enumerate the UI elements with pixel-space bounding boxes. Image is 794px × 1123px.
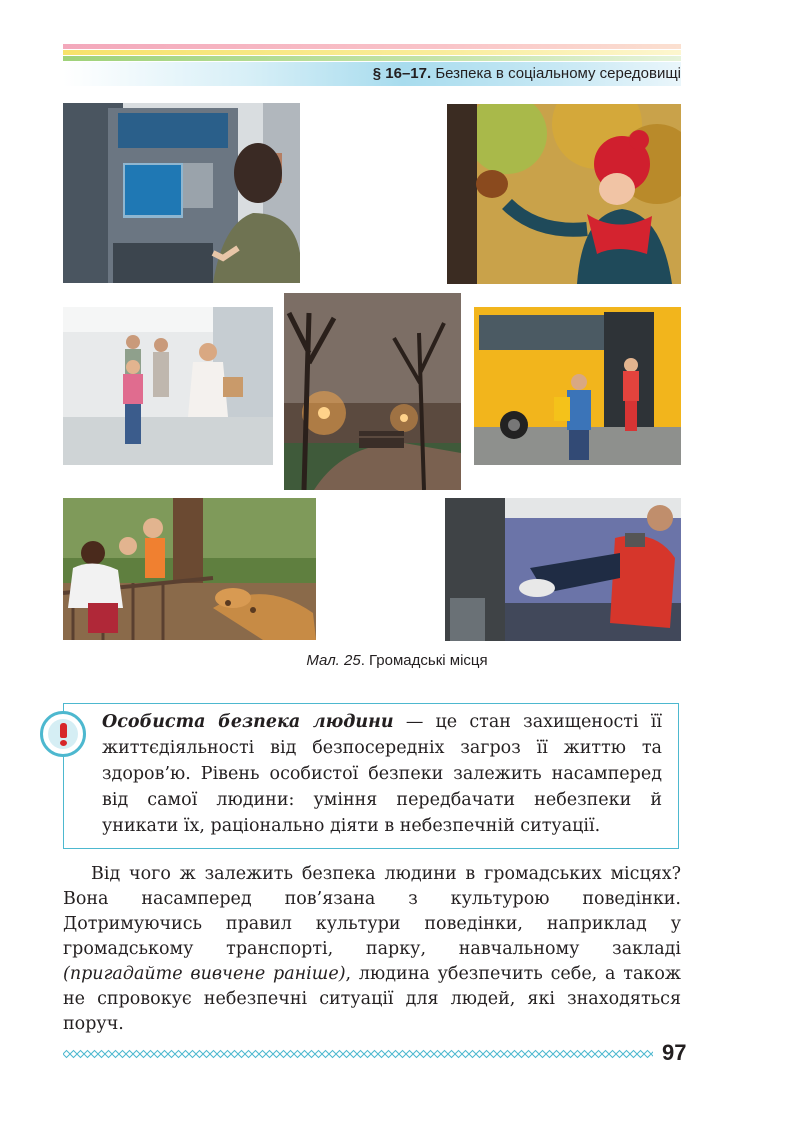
footer-ornament [63, 1049, 653, 1059]
body-part1: Від чого ж залежить безпека людини в громадських місцях? Вона насамперед пов’язана з культурою поведінки. Дотримуючись правил культури поведінки, наприклад у громадському транспорті, парку, навчальному закладі [63, 864, 681, 959]
definition-body: — це стан захищеності її життєдіяльності від безпосередніх загроз її життю та здоров’ю. Рівень особистої безпеки залежить насамперед від самої людини: уміння передбачати небезпеки й уникати їх, раціонально діяти в небезпечній ситуації. [102, 712, 662, 836]
exclamation-icon-inner [48, 719, 78, 749]
photo-bus [474, 307, 681, 465]
body-part2: , людина убезпечить себе, а також не спровокує небезпечні ситуації для людей, які знаходяться поруч. [63, 964, 681, 1034]
header-stripe-yellow [63, 50, 681, 55]
body-italic: (пригадайте вивчене раніше) [63, 964, 346, 984]
definition-text [102, 709, 662, 839]
exclamation-icon [40, 711, 86, 757]
caption-label: Мал. 25 [306, 652, 361, 669]
header-stripes [63, 44, 681, 62]
figure-caption [0, 652, 794, 669]
exclamation-dot [60, 740, 67, 746]
caption-text: . Громадські місця [360, 652, 488, 669]
section-title: Безпека в соціальному середовищі [435, 65, 681, 82]
photo-mall [63, 307, 273, 465]
section-number: § 16–17. [372, 65, 432, 82]
header-stripe-pink [63, 44, 681, 49]
exclamation-bar [60, 723, 67, 738]
definition-term: Особиста безпека людини [102, 712, 394, 732]
body-paragraph [63, 862, 681, 1037]
photo-squirrel [447, 104, 681, 284]
page-number: 97 [662, 1040, 687, 1065]
photo-subway [445, 498, 681, 641]
photo-atm [63, 103, 300, 283]
header-stripe-green [63, 56, 681, 61]
running-header [373, 64, 681, 84]
photo-night-park [284, 293, 461, 490]
photo-zoo [63, 498, 316, 640]
